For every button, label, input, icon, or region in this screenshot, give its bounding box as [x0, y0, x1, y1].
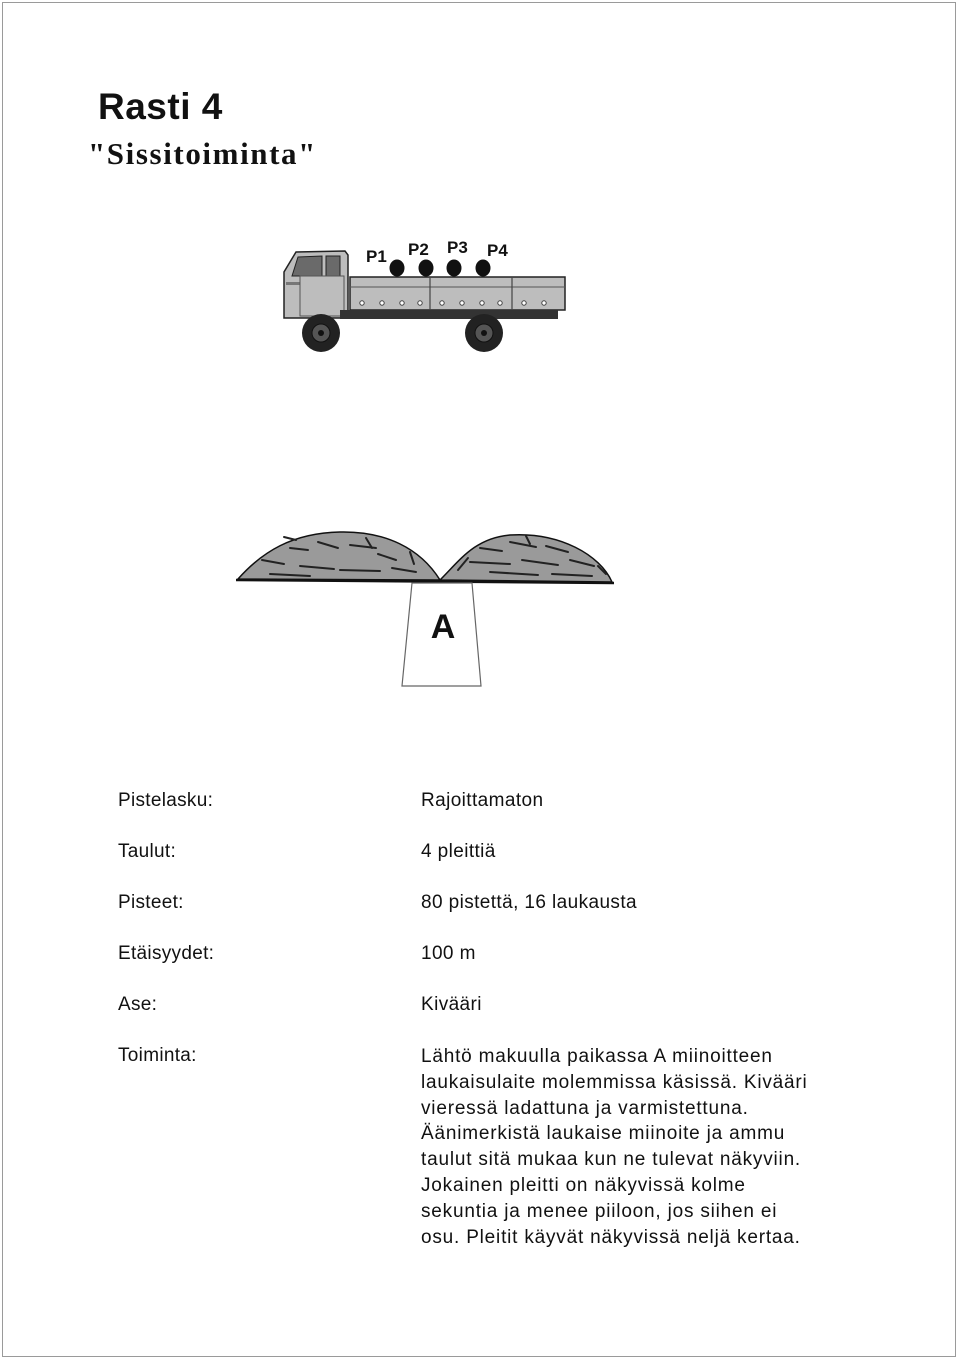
detail-label: Pisteet:	[118, 892, 184, 913]
action-description	[421, 1044, 878, 1250]
target-plate	[476, 260, 491, 277]
detail-value: Kivääri	[421, 994, 482, 1015]
action-line: sekuntia ja menee piiloon, jos siihen ei	[421, 1200, 778, 1222]
target-plate	[447, 260, 462, 277]
terrain-mounds	[236, 532, 614, 583]
action-line: taulut sitä mukaa kun ne tulevat näkyviin.	[421, 1149, 802, 1171]
firing-position-a	[402, 583, 481, 686]
detail-label: Ase:	[118, 994, 158, 1015]
detail-value: 100 m	[421, 943, 476, 964]
detail-row-weapon	[118, 994, 878, 1045]
target-plate	[390, 260, 405, 277]
detail-label: Etäisyydet:	[118, 943, 215, 964]
target-label-p4: P4	[487, 241, 508, 260]
detail-label: Taulut:	[118, 841, 177, 862]
detail-row-action	[118, 1045, 878, 1250]
page-subtitle: "Sissitoiminta"	[88, 136, 317, 171]
target-label-p3: P3	[447, 238, 468, 257]
target-label-p2: P2	[408, 240, 429, 259]
target-plate	[419, 260, 434, 277]
detail-label: Pistelasku:	[118, 790, 214, 811]
detail-value: Rajoittamaton	[421, 790, 544, 811]
page-title: Rasti 4	[98, 86, 223, 127]
detail-row-targets	[118, 841, 878, 892]
action-line: Äänimerkistä laukaise miinoite ja ammu	[421, 1123, 786, 1145]
action-line: Jokainen pleitti on näkyvissä kolme	[421, 1174, 746, 1196]
action-line: osu. Pleitit käyvät näkyvissä neljä kertaa.	[421, 1226, 801, 1248]
action-line: Lähtö makuulla paikassa A miinoitteen	[421, 1046, 773, 1067]
target-plates	[390, 260, 491, 277]
detail-row-points	[118, 892, 878, 943]
action-line: vieressä ladattuna ja varmistettuna.	[421, 1097, 749, 1119]
detail-value: 4 pleittiä	[421, 841, 496, 862]
detail-label: Toiminta:	[118, 1045, 197, 1066]
task-details	[118, 790, 878, 1250]
detail-row-scoring	[118, 790, 878, 841]
action-line: laukaisulaite molemmissa käsissä. Kivääri	[421, 1071, 808, 1093]
detail-row-distances	[118, 943, 878, 994]
position-label: A	[430, 608, 456, 646]
target-label-p1: P1	[366, 247, 387, 266]
detail-value: 80 pistettä, 16 laukausta	[421, 892, 637, 913]
